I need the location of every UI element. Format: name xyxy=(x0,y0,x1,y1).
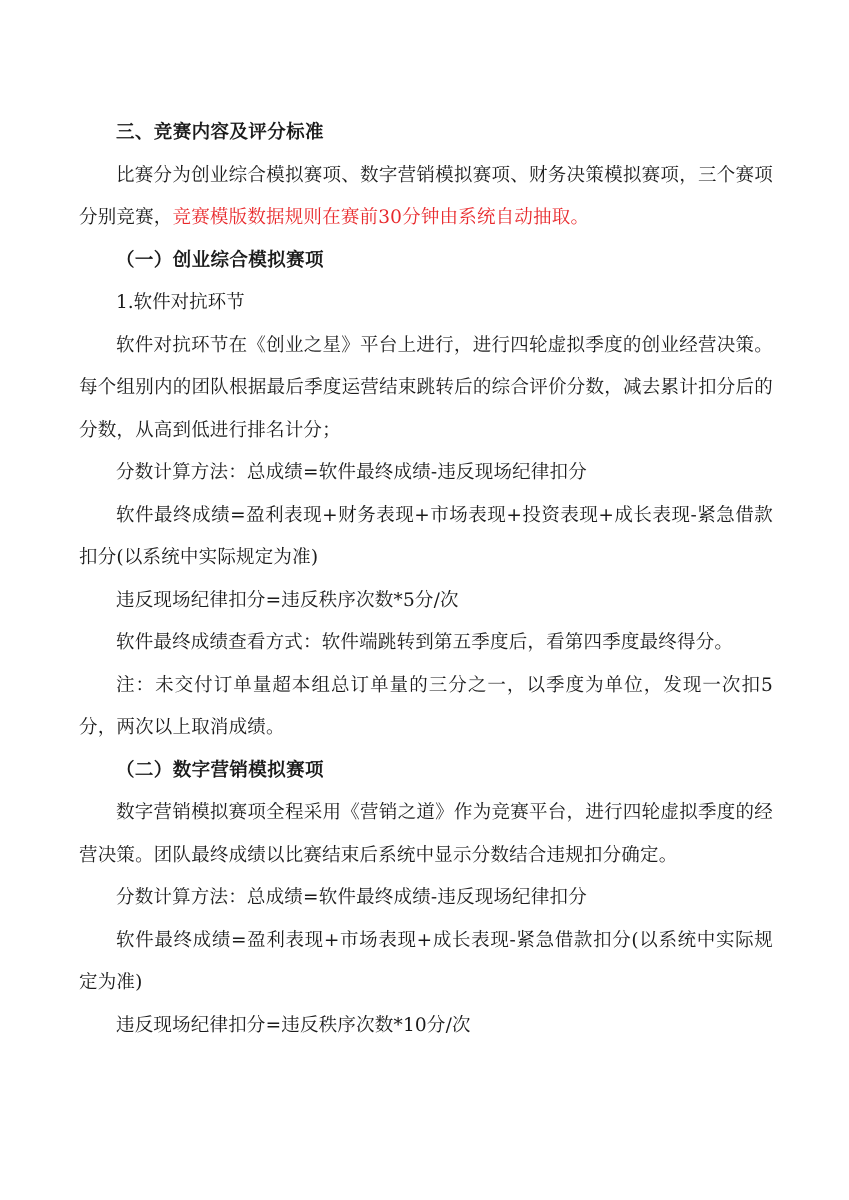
paragraph-discipline-deduction-2: 违反现场纪律扣分=违反秩序次数*10分/次 xyxy=(116,1014,471,1036)
document-body xyxy=(79,112,773,1047)
paragraph-discipline-deduction-1: 违反现场纪律扣分=违反秩序次数*5分/次 xyxy=(116,589,459,611)
intro-paragraph xyxy=(79,155,773,240)
paragraph-digital-marketing: 数字营销模拟赛项全程采用《营销之道》作为竞赛平台，进行四轮虚拟季度的经营决策。团队最终成绩以比赛结束后系统中显示分数结合违规扣分确定。 xyxy=(79,802,773,866)
subsection-heading-1: （一）创业综合模拟赛项 xyxy=(116,249,324,271)
subsection-heading-2: （二）数字营销模拟赛项 xyxy=(116,759,324,781)
paragraph-score-method-2: 分数计算方法：总成绩=软件最终成绩-违反现场纪律扣分 xyxy=(116,887,587,908)
intro-highlight-text: 竞赛模版数据规则在赛前30分钟由系统自动抽取。 xyxy=(172,207,590,228)
paragraph-score-method-1: 分数计算方法：总成绩=软件最终成绩-违反现场纪律扣分 xyxy=(116,462,587,483)
paragraph-note: 注：未交付订单量超本组总订单量的三分之一，以季度为单位，发现一次扣5分，两次以上取消成绩。 xyxy=(79,674,773,738)
intro-text: 比赛分为创业综合模拟赛项、数字营销模拟赛项、财务决策模拟赛项，三个赛项分别竞赛， xyxy=(79,164,773,228)
paragraph-view-method: 软件最终成绩查看方式：软件端跳转到第五季度后，看第四季度最终得分。 xyxy=(116,632,734,653)
paragraph-software-competition: 软件对抗环节在《创业之星》平台上进行，进行四轮虚拟季度的创业经营决策。每个组别内的团队根据最后季度运营结束跳转后的综合评价分数，减去累计扣分后的分数，从高到低进行排名计分； xyxy=(79,334,773,441)
section-heading-3: 三、竞赛内容及评分标准 xyxy=(116,122,324,143)
paragraph-final-score-formula-1: 软件最终成绩=盈利表现+财务表现+市场表现+投资表现+成长表现-紧急借款扣分(以系统中实际规定为准) xyxy=(79,504,773,568)
paragraph-final-score-formula-2: 软件最终成绩=盈利表现+市场表现+成长表现-紧急借款扣分(以系统中实际规定为准) xyxy=(79,929,773,993)
subsection-item-heading: 1.软件对抗环节 xyxy=(116,292,245,313)
